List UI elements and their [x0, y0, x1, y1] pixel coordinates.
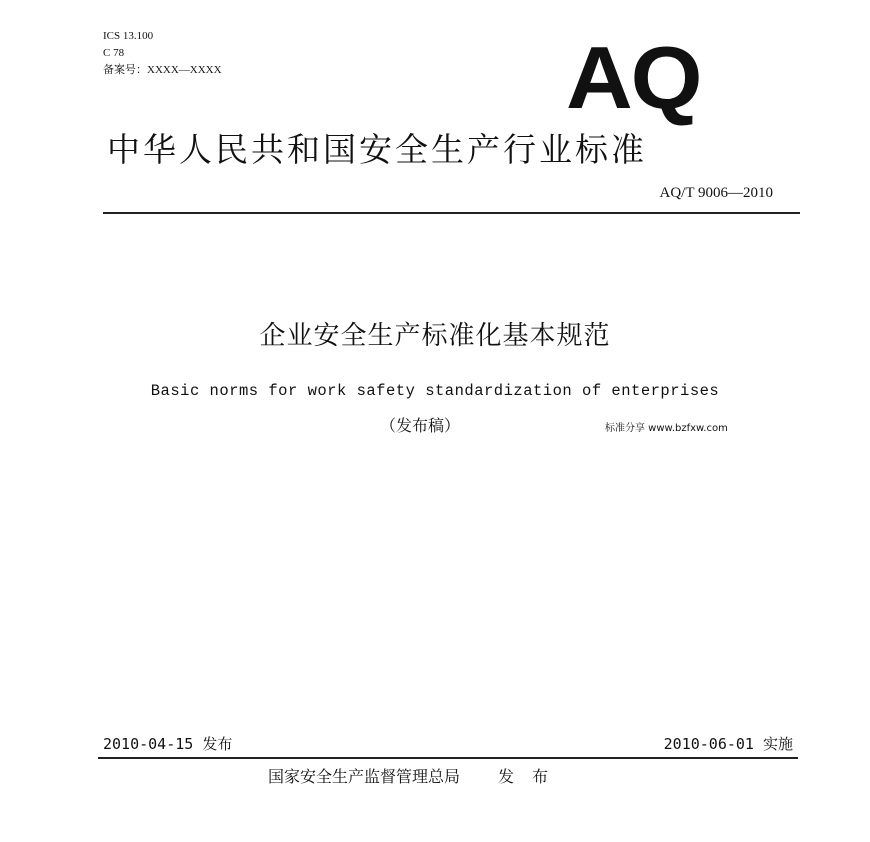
org-title: 中华人民共和国安全生产行业标准	[107, 130, 647, 169]
aq-logo: AQ	[566, 28, 701, 127]
top-divider	[103, 212, 800, 214]
document-title-cn: 企业安全生产标准化基本规范	[259, 321, 611, 351]
watermark-text: 标准分享 www.bzfxw.com	[605, 423, 728, 434]
document-title-en: Basic norms for work safety standardization of enterprises	[150, 382, 720, 400]
bottom-divider	[98, 757, 798, 759]
header-meta	[103, 28, 222, 79]
standard-number: AQ/T 9006—2010	[659, 185, 773, 201]
draft-note: （发布稿）	[380, 416, 461, 435]
filing-number: 备案号：XXXX—XXXX	[103, 64, 222, 76]
release-date: 2010-04-15 发布	[103, 735, 233, 753]
ics-code: ICS 13.100	[103, 30, 154, 42]
issuer-line	[268, 764, 566, 787]
issuer-action: 发布	[498, 767, 567, 786]
effective-date: 2010-06-01 实施	[663, 735, 793, 753]
issuer-name: 国家安全生产监督管理总局	[268, 767, 461, 786]
ccs-code: C 78	[103, 47, 125, 59]
